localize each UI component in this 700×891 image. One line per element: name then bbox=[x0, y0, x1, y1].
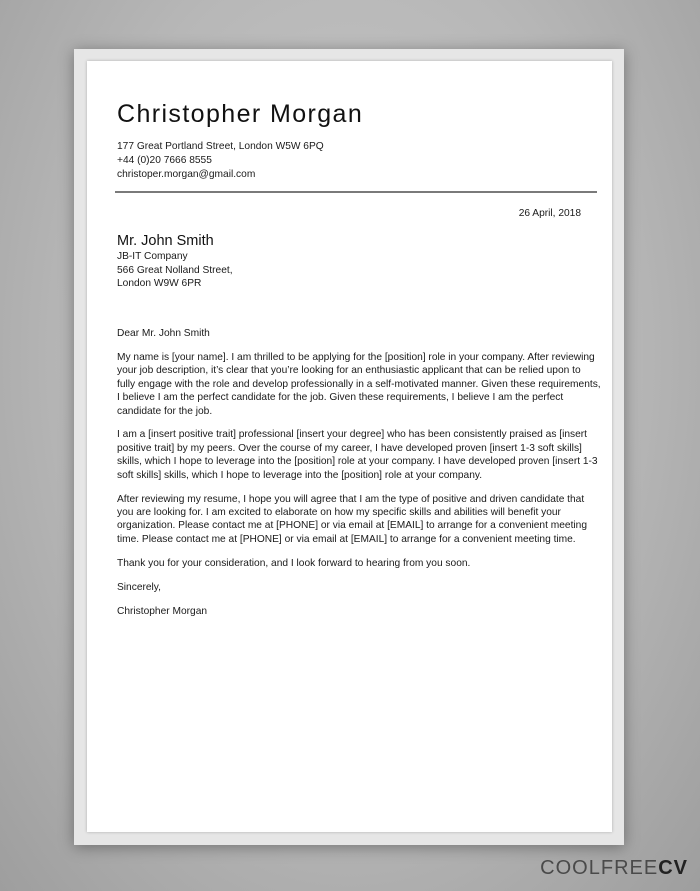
body-paragraph-3: After reviewing my resume, I hope you will agree that I am the type of positive and driven candidate that you are looking for. I am excited to elaborate on how my specific skills and abilities will benefit your organization. Please contact me at [PHONE] or via email at [EMAIL] to arrange for a convenient meeting time. Please contact me at [PHONE] or via email at [EMAIL] to arrange for a convenient meeting time. bbox=[117, 493, 587, 545]
sender-email: christoper.morgan@gmail.com bbox=[117, 168, 256, 180]
brand-watermark bbox=[540, 857, 688, 880]
salutation: Dear Mr. John Smith bbox=[117, 328, 210, 339]
sender-name: Christopher Morgan bbox=[117, 100, 364, 128]
letter-page bbox=[87, 61, 612, 832]
letter-body bbox=[117, 327, 601, 628]
document-frame bbox=[74, 49, 624, 845]
header-divider bbox=[115, 191, 597, 193]
signature-name: Christopher Morgan bbox=[117, 605, 208, 617]
recipient-city: London W9W 6PR bbox=[117, 278, 202, 289]
body-paragraph-1: My name is [your name]. I am thrilled to be applying for the [position] role in your company. After reviewing your job description, it’s clear that you’re looking for an enthusiastic applicant that can be relied upon to fully engage with the role and develop professionally in a self-motivated manner. Given these requirements, I believe I am the perfect candidate for the job. Given these requirements, I believe I am the perfect candidate for the job. bbox=[117, 351, 601, 417]
body-paragraph-4: Thank you for your consideration, and I look forward to hearing from you soon. bbox=[117, 557, 471, 569]
watermark-text-strong: CV bbox=[658, 857, 688, 879]
closing: Sincerely, bbox=[117, 581, 161, 593]
sender-address: 177 Great Portland Street, London W5W 6PQ bbox=[117, 141, 324, 152]
recipient-street: 566 Great Nolland Street, bbox=[117, 264, 233, 276]
recipient-name: Mr. John Smith bbox=[117, 233, 214, 249]
sender-phone: +44 (0)20 7666 8555 bbox=[117, 154, 212, 166]
sender-contact-block bbox=[117, 140, 324, 181]
letter-date: 26 April, 2018 bbox=[518, 208, 581, 219]
body-paragraph-2: I am a [insert positive trait] professional [insert your degree] who has been consistently praised as [insert positive trait] by my peers. Over the course of my career, I have developed proven [insert 1-3 soft skills] skills, which I hope to leverage into the [position] role at your company. I have developed proven [insert 1-3 soft skills] skills, which I hope to leverage into the [position] role at your company. bbox=[117, 429, 598, 481]
recipient-address-block bbox=[117, 250, 233, 291]
recipient-company: JB-IT Company bbox=[117, 251, 188, 262]
watermark-text: COOLFREE bbox=[540, 857, 659, 879]
